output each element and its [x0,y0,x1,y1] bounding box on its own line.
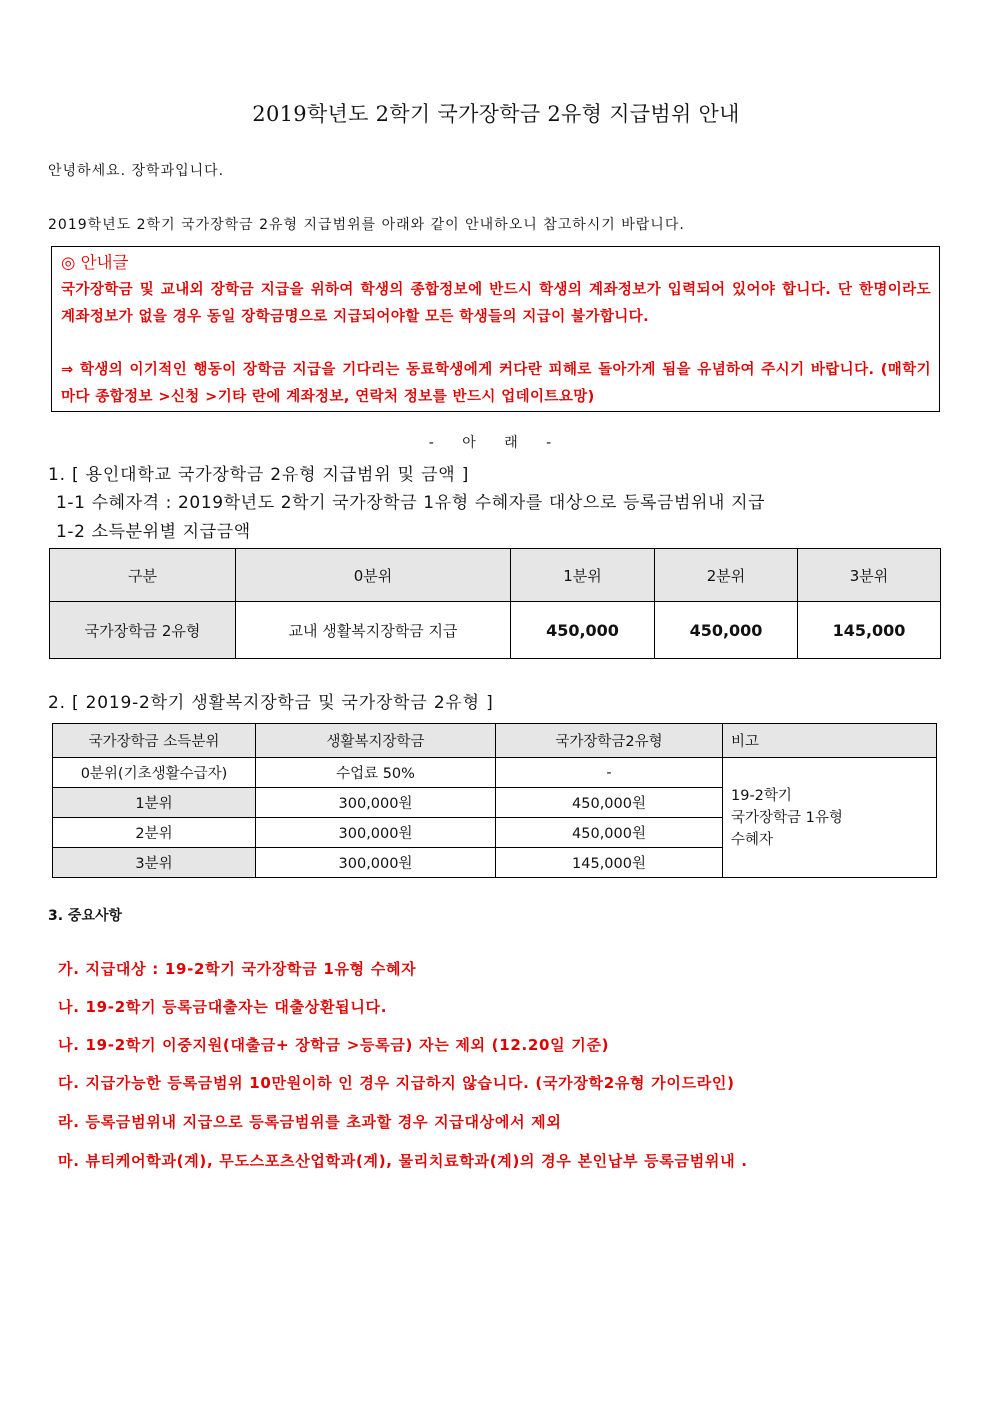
table1-amount: 145,000 [798,602,941,659]
table2-note-line: 수혜자 [731,831,774,848]
table2-note [723,758,937,878]
scholarship-detail-table [52,723,937,878]
table2-cell: - [496,758,723,788]
table2-cell: 450,000원 [496,788,723,818]
important-item: 가. 지급대상 : 19-2학기 국가장학금 1유형 수혜자 [58,960,417,978]
table2-cell: 300,000원 [256,818,496,848]
important-item: 마. 뷰티케어학과(계), 무도스포츠산업학과(계), 물리치료학과(계)의 경우 본인납부 등록금범위내 . [58,1152,748,1170]
table2-row-label: 3분위 [53,848,256,878]
table1-header: 구분 [50,549,236,602]
section-3-heading: 3. 중요사항 [48,908,123,924]
below-divider-label: - 아 래 - [428,435,564,451]
important-item: 나. 19-2학기 이중지원(대출금+ 장학금 >등록금) 자는 제외 (12.20일 기준) [58,1036,610,1054]
notice-box [51,246,940,412]
section-1-heading: 1. [ 용인대학교 국가장학금 2유형 지급범위 및 금액 ] [48,465,470,485]
notice-title: ◎ 안내글 [61,253,129,272]
section-1-item-2: 1-2 소득분위별 지급금액 [56,522,251,542]
greeting-text: 안녕하세요. 장학과입니다. [48,163,225,179]
table2-header: 국가장학금 소득분위 [53,724,256,758]
table1-amount: 450,000 [511,602,655,659]
table2-row-label: 0분위(기초생활수급자) [53,758,256,788]
table2-cell: 145,000원 [496,848,723,878]
table2-header: 생활복지장학금 [256,724,496,758]
table2-header: 국가장학금2유형 [496,724,723,758]
table2-cell: 450,000원 [496,818,723,848]
table1-cell: 교내 생활복지장학금 지급 [236,602,511,659]
table1-amount: 450,000 [655,602,798,659]
table2-cell: 수업료 50% [256,758,496,788]
table2-note-line: 국가장학금 1유형 [731,809,843,826]
section-1-item-1: 1-1 수혜자격 : 2019학년도 2학기 국가장학금 1유형 수혜자를 대상으로 등록금범위내 지급 [56,493,766,513]
table2-row-label: 1분위 [53,788,256,818]
table2-header: 비고 [723,724,937,758]
notice-paragraph-2: ⇒ 학생의 이기적인 행동이 장학금 지급을 기다리는 동료학생에게 커다란 피해로 돌아가게 됨을 유념하여 주시기 바랍니다. (매학기마다 종합정보 >신청 >기타 란에 계좌정보, 연락처 정보를 반드시 업데이트요망) [61,362,931,405]
table1-header: 1분위 [511,549,655,602]
income-bracket-table [49,548,941,659]
important-item: 다. 지급가능한 등록금범위 10만원이하 인 경우 지급하지 않습니다. (국가장학2유형 가이드라인) [58,1074,735,1092]
important-item: 라. 등록금범위내 지급으로 등록금범위를 초과할 경우 지급대상에서 제외 [58,1113,562,1131]
table1-header: 3분위 [798,549,941,602]
table2-note-line: 19-2학기 [731,787,792,804]
notice-paragraph-1: 국가장학금 및 교내외 장학금 지급을 위하여 학생의 종합정보에 반드시 학생의 계좌정보가 입력되어 있어야 합니다. 단 한명이라도 계좌정보가 없을 경우 동일 장학금명으로 지급되어야할 모든 학생들의 지급이 불가합니다. [61,282,931,325]
table2-cell: 300,000원 [256,848,496,878]
important-item: 나. 19-2학기 등록금대출자는 대출상환됩니다. [58,998,388,1016]
table1-header: 0분위 [236,549,511,602]
table2-row-label: 2분위 [53,818,256,848]
section-2-heading: 2. [ 2019-2학기 생활복지장학금 및 국가장학금 2유형 ] [48,693,494,713]
intro-text: 2019학년도 2학기 국가장학금 2유형 지급범위를 아래와 같이 안내하오니 참고하시기 바랍니다. [48,217,685,233]
document-title: 2019학년도 2학기 국가장학금 2유형 지급범위 안내 [252,102,740,126]
table1-row-label: 국가장학금 2유형 [50,602,236,659]
table2-cell: 300,000원 [256,788,496,818]
table1-header: 2분위 [655,549,798,602]
